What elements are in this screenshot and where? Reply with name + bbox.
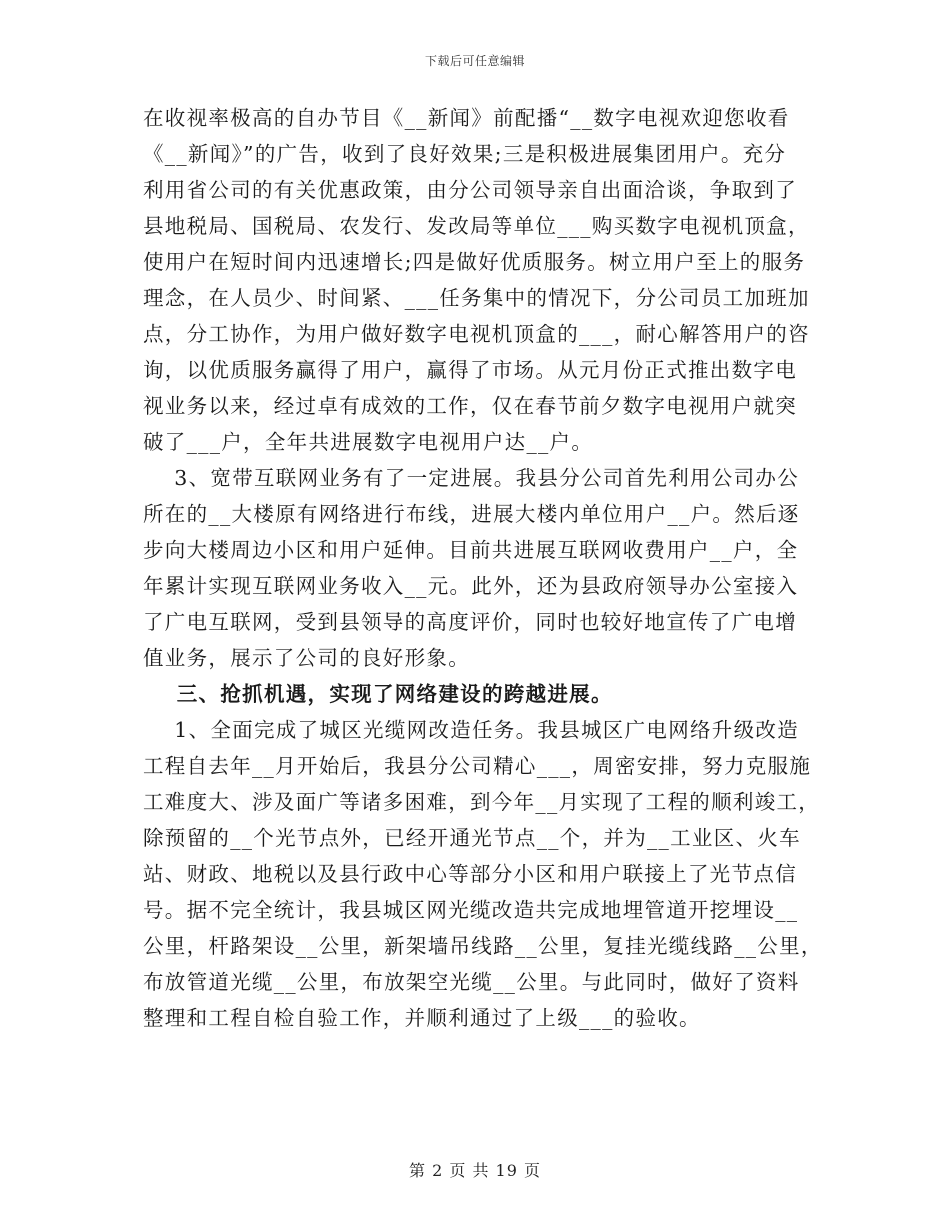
text-line: 点，分工协作，为用户做好数字电视机顶盒的___，耐心解答用户的咨 (143, 322, 810, 346)
page-header-note: 下载后可任意编辑 (424, 54, 525, 68)
document-body (143, 100, 823, 1036)
paragraph-broadband (143, 460, 813, 676)
text-line: 年累计实现互联网业务收入__元。此外，还为县政府领导办公室接入 (143, 574, 799, 598)
page-number-footer: 第 2 页 共 19 页 (409, 1161, 541, 1180)
text-line: 站、财政、地税以及县行政中心等部分小区和用户联接上了光节点信 (143, 862, 797, 886)
paragraph-fiber-network (143, 712, 823, 1036)
paragraph-digital-tv-continued (143, 100, 813, 460)
text-line: 整理和工程自检自验工作，并顺利通过了上级___的验收。 (143, 1006, 701, 1030)
text-line: 值业务，展示了公司的良好形象。 (143, 646, 470, 670)
heading-line: 三、抢抓机遇，实现了网络建设的跨越进展。 (143, 682, 613, 706)
text-line: 步向大楼周边小区和用户延伸。目前共进展互联网收费用户__户，全 (143, 538, 799, 562)
text-line: 所在的__大楼原有网络进行布线，进展大楼内单位用户__户。然后逐 (143, 502, 800, 526)
text-line: 使用户在短时间内迅速增长;四是做好优质服务。树立用户至上的服务 (143, 250, 806, 274)
text-line: 3、宽带互联网业务有了一定进展。我县分公司首先利用公司办公 (143, 466, 800, 490)
text-line: 县地税局、国税局、农发行、发改局等单位___购买数字电视机顶盒， (143, 214, 810, 238)
text-line: 了广电互联网，受到县领导的高度评价，同时也较好地宣传了广电增 (143, 610, 797, 634)
text-line: 视业务以来，经过卓有成效的工作，仅在春节前夕数字电视用户就突 (143, 394, 797, 418)
text-line: 工难度大、涉及面广等诸多困难，到今年__月实现了工程的顺利竣工， (143, 790, 821, 814)
text-line: 破了___户，全年共进展数字电视用户达__户。 (143, 430, 594, 454)
text-line: 公里，杆路架设__公里，新架墙吊线路__公里，复挂光缆线路__公里， (143, 934, 823, 958)
text-line: 在收视率极高的自办节目《__新闻》前配播“__数字电视欢迎您收看 (143, 106, 790, 130)
text-line: 利用省公司的有关优惠政策，由分公司领导亲自出面洽谈，争取到了 (143, 178, 797, 202)
text-line: 号。据不完全统计，我县城区网光缆改造共完成地埋管道开挖埋设__ (143, 898, 799, 922)
text-line: 除预留的__个光节点外，已经开通光节点__个，并为__工业区、火车 (143, 826, 801, 850)
text-line: 工程自去年__月开始后，我县分公司精心___，周密安排，努力克服施 (143, 754, 812, 778)
text-line: 理念，在人员少、时间紧、___任务集中的情况下，分公司员工加班加 (143, 286, 810, 310)
text-line: 询，以优质服务赢得了用户，赢得了市场。从元月份正式推出数字电 (143, 358, 797, 382)
text-line: 1、全面完成了城区光缆网改造任务。我县城区广电网络升级改造 (143, 718, 800, 742)
text-line: 布放管道光缆__公里，布放架空光缆__公里。与此同时，做好了资料 (143, 970, 800, 994)
section-heading-network-construction (143, 676, 813, 712)
text-line: 《__新闻》”的广告，收到了良好效果;三是积极进展集团用户。充分 (143, 142, 787, 166)
